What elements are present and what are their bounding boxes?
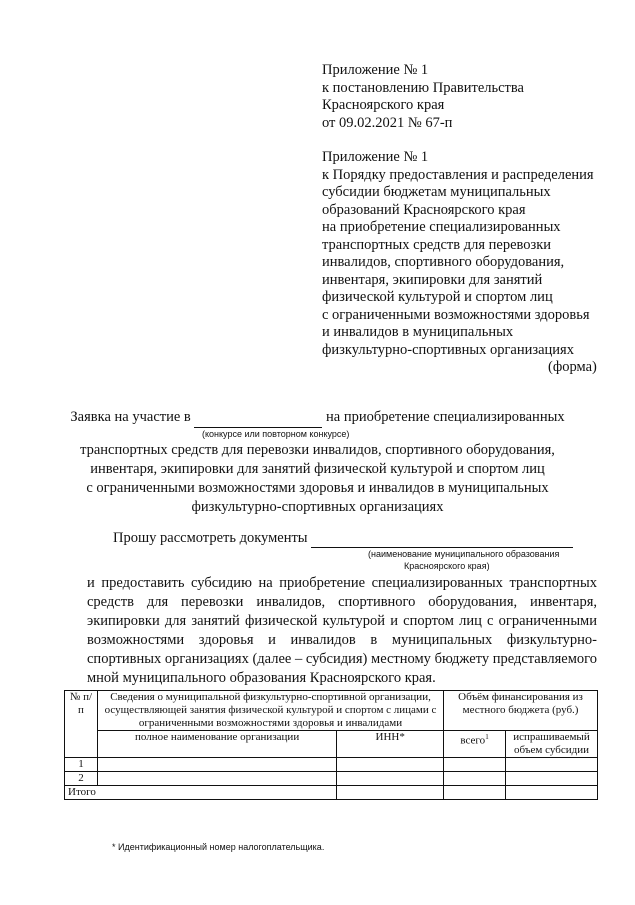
title-after: на приобретение специализированных bbox=[326, 409, 565, 425]
title-line: транспортных средств для перевозки инвалидов, спортивного оборудования, bbox=[80, 442, 555, 458]
municipality-blank bbox=[311, 530, 573, 548]
appendix2-line: на приобретение специализированных bbox=[322, 219, 561, 235]
cell bbox=[444, 758, 506, 772]
table-subheader-row bbox=[65, 731, 598, 758]
title-line: инвентаря, экипировки для занятий физической культурой и спортом лиц bbox=[90, 461, 545, 477]
appendix2-line: с ограниченными возможностями здоровья bbox=[322, 306, 590, 323]
table-total-row bbox=[65, 786, 598, 800]
body-line: средств для перевозки инвалидов, спортивного оборудования, инвентаря, bbox=[87, 594, 597, 610]
cell bbox=[337, 758, 444, 772]
appendix2-line: к Порядку предоставления и распределения bbox=[322, 166, 594, 183]
appendix2-line: транспортных средств для перевозки bbox=[322, 236, 552, 253]
appendix2-line: физической культурой и спортом лиц bbox=[322, 289, 553, 305]
header-requested: испрашиваемый объем субсидии bbox=[506, 731, 598, 758]
organizations-table bbox=[64, 690, 598, 800]
cell bbox=[337, 772, 444, 786]
appendix2-line: инвалидов, спортивного оборудования, bbox=[322, 254, 565, 270]
appendix2-line: инвентаря, экипировки для занятий bbox=[322, 271, 543, 288]
title-before: Заявка на участие в bbox=[70, 409, 191, 425]
municipality-hint: (наименование муниципального образования bbox=[368, 549, 560, 559]
contest-hint: (конкурсе или повторном конкурсе) bbox=[202, 429, 350, 439]
table-row bbox=[65, 772, 598, 786]
body-line: мной муниципального образования Красноярского края. bbox=[87, 670, 436, 686]
body-line: возможностями здоровья и инвалидов в муниципальных физкультурно- bbox=[87, 632, 597, 648]
appendix2-line: Приложение № 1 bbox=[322, 149, 429, 165]
form-label: (форма) bbox=[548, 359, 597, 375]
municipality-hint: Красноярского края) bbox=[404, 561, 490, 571]
header-inn: ИНН* bbox=[337, 731, 444, 758]
row-num: 1 bbox=[65, 758, 98, 772]
appendix2-line: физкультурно-спортивных организациях bbox=[322, 341, 574, 358]
table-row bbox=[65, 758, 598, 772]
footnote: * Идентификационный номер налогоплательщика. bbox=[112, 842, 325, 852]
header-total-sup: 1 bbox=[485, 733, 489, 741]
cell bbox=[506, 758, 598, 772]
appendix2-line: субсидии бюджетам муниципальных bbox=[322, 184, 551, 200]
row-num: 2 bbox=[65, 772, 98, 786]
header-info: Сведения о муниципальной физкультурно-спортивной организации, осуществляющей занятия физической культурой и спортом с лицами с ограниченными возможностями здоровья и инвалидами bbox=[97, 691, 443, 731]
appendix1-line: Красноярского края bbox=[322, 97, 445, 113]
body-line: экипировки для занятий физической культурой и спортом лиц с ограниченными bbox=[87, 613, 597, 629]
appendix2-line: образований Красноярского края bbox=[322, 201, 526, 218]
contest-blank bbox=[194, 408, 322, 428]
cell bbox=[506, 772, 598, 786]
appendix1-line: Приложение № 1 bbox=[322, 62, 429, 78]
appendix1-line: от 09.02.2021 № 67-п bbox=[322, 114, 453, 131]
appendix-header-2 bbox=[322, 149, 594, 359]
body-line: спортивных организациях (далее – субсидия) местному бюджету представляемого bbox=[87, 651, 597, 667]
header-num: № п/п bbox=[65, 691, 98, 758]
appendix2-line: и инвалидов в муниципальных bbox=[322, 324, 514, 340]
appendix1-line: к постановлению Правительства bbox=[322, 79, 524, 96]
header-org-name: полное наименование организации bbox=[97, 731, 336, 758]
cell bbox=[97, 772, 336, 786]
title-line: физкультурно-спортивных организациях bbox=[191, 499, 444, 515]
cell bbox=[97, 758, 336, 772]
table-header-row bbox=[65, 691, 598, 731]
total-label: Итого bbox=[65, 786, 337, 800]
cell bbox=[444, 786, 506, 800]
header-total bbox=[444, 731, 506, 758]
request-line bbox=[113, 530, 573, 548]
cell bbox=[444, 772, 506, 786]
cell bbox=[506, 786, 598, 800]
appendix-header-1 bbox=[322, 62, 524, 132]
request-lead: Прошу рассмотреть документы bbox=[113, 530, 308, 546]
title-line: с ограниченными возможностями здоровья и инвалидов в муниципальных bbox=[86, 480, 549, 496]
title-line-1 bbox=[0, 408, 635, 428]
header-total-label: всего bbox=[460, 734, 486, 747]
cell bbox=[337, 786, 444, 800]
body-line: и предоставить субсидию на приобретение специализированных транспортных bbox=[87, 575, 597, 591]
header-finance: Объём финансирования из местного бюджета (руб.) bbox=[444, 691, 598, 731]
